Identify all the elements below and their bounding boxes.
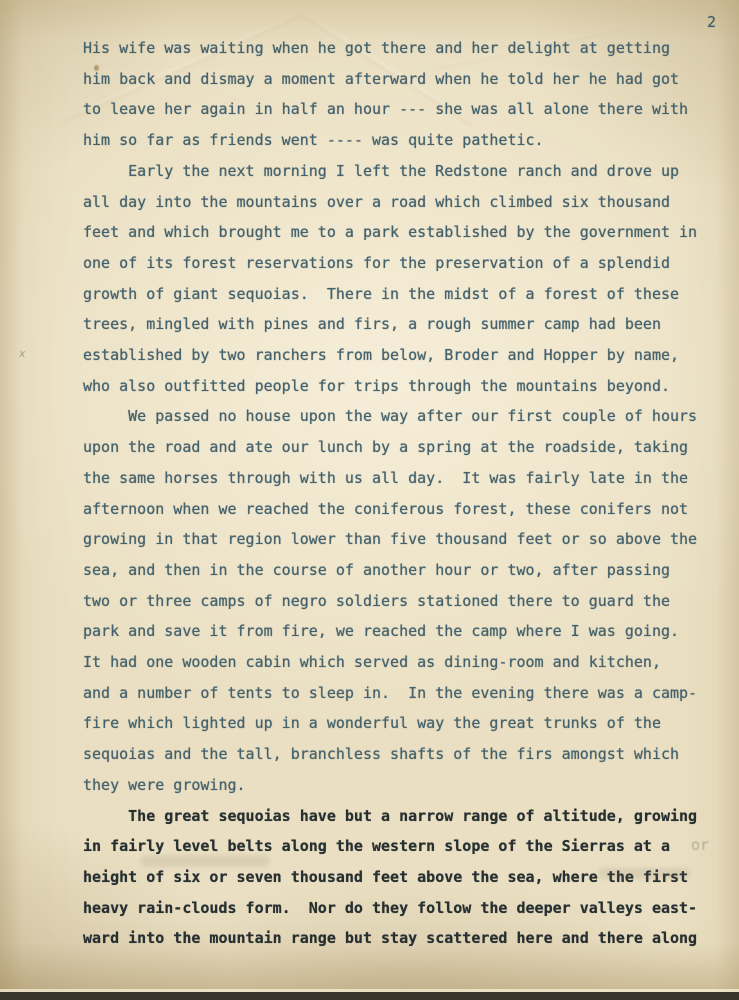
text-line: height of six or seven thousand feet above the sea, where the first — [83, 867, 689, 886]
page-number: 2 — [707, 13, 717, 31]
text-line: the same horses through with us all day. It was fairly late in the — [83, 468, 689, 487]
paragraph — [83, 401, 723, 800]
text-line: sea, and then in the course of another hour or two, after passing — [83, 560, 670, 579]
text-line: two or three camps of negro soldiers stationed there to guard the — [83, 591, 670, 610]
text-line: upon the road and ate our lunch by a spring at the roadside, taking — [83, 438, 689, 457]
text-line: one of its forest reservations for the preservation of a splendid — [83, 253, 670, 272]
text-line: and a number of tents to sleep in. In the evening there was a camp- — [83, 683, 698, 702]
text-line: him back and dismay a moment afterward when he told her he had got — [83, 69, 680, 88]
text-line: park and save it from fire, we reached the camp where I was going. — [83, 622, 680, 641]
text-line: It had one wooden cabin which served as dining-room and kitchen, — [83, 653, 661, 672]
ghost-ink-offset: or — [691, 836, 710, 854]
text-line: Early the next morning I left the Redstone ranch and drove up — [128, 161, 680, 180]
ghost-ink-smudge — [598, 868, 690, 879]
text-line: sequoias and the tall, branchless shafts of the firs amongst which — [83, 745, 680, 764]
text-line: trees, mingled with pines and firs, a rough summer camp had been — [83, 315, 661, 334]
text-line: His wife was waiting when he got there and her delight at getting — [83, 39, 670, 57]
text-body — [83, 33, 723, 954]
paragraph — [83, 33, 723, 156]
text-line: to leave her again in half an hour --- she was all alone there with — [83, 100, 689, 119]
ghost-ink-smudge — [140, 855, 270, 867]
text-line: all day into the mountains over a road which climbed six thousand — [83, 192, 670, 211]
text-line: growth of giant sequoias. There in the midst of a forest of these — [83, 284, 680, 303]
text-line: established by two ranchers from below, Broder and Hopper by name, — [83, 346, 680, 365]
text-line: fire which lighted up in a wonderful way the great trunks of the — [83, 714, 661, 733]
text-line: ward into the mountain range but stay scattered here and there along — [83, 929, 698, 948]
text-line: afternoon when we reached the coniferous forest, these conifers not — [83, 499, 689, 518]
text-line: in fairly level belts along the western slope of the Sierras at a — [83, 837, 670, 856]
text-line: who also outfitted people for trips through the mountains beyond. — [83, 376, 670, 395]
paragraph — [83, 156, 723, 402]
margin-mark: x — [18, 346, 27, 361]
text-line: The great sequoias have but a narrow range of altitude, growing — [128, 806, 698, 825]
text-line: feet and which brought me to a park established by the government in — [83, 223, 698, 242]
text-line: they were growing. — [83, 775, 246, 794]
text-line: growing in that region lower than five thousand feet or so above the — [83, 530, 698, 549]
text-line: We passed no house upon the way after our first couple of hours — [128, 407, 698, 426]
text-line: him so far as friends went ---- was quite pathetic. — [83, 131, 544, 150]
text-line: heavy rain-clouds form. Nor do they follow the deeper valleys east- — [83, 898, 698, 917]
